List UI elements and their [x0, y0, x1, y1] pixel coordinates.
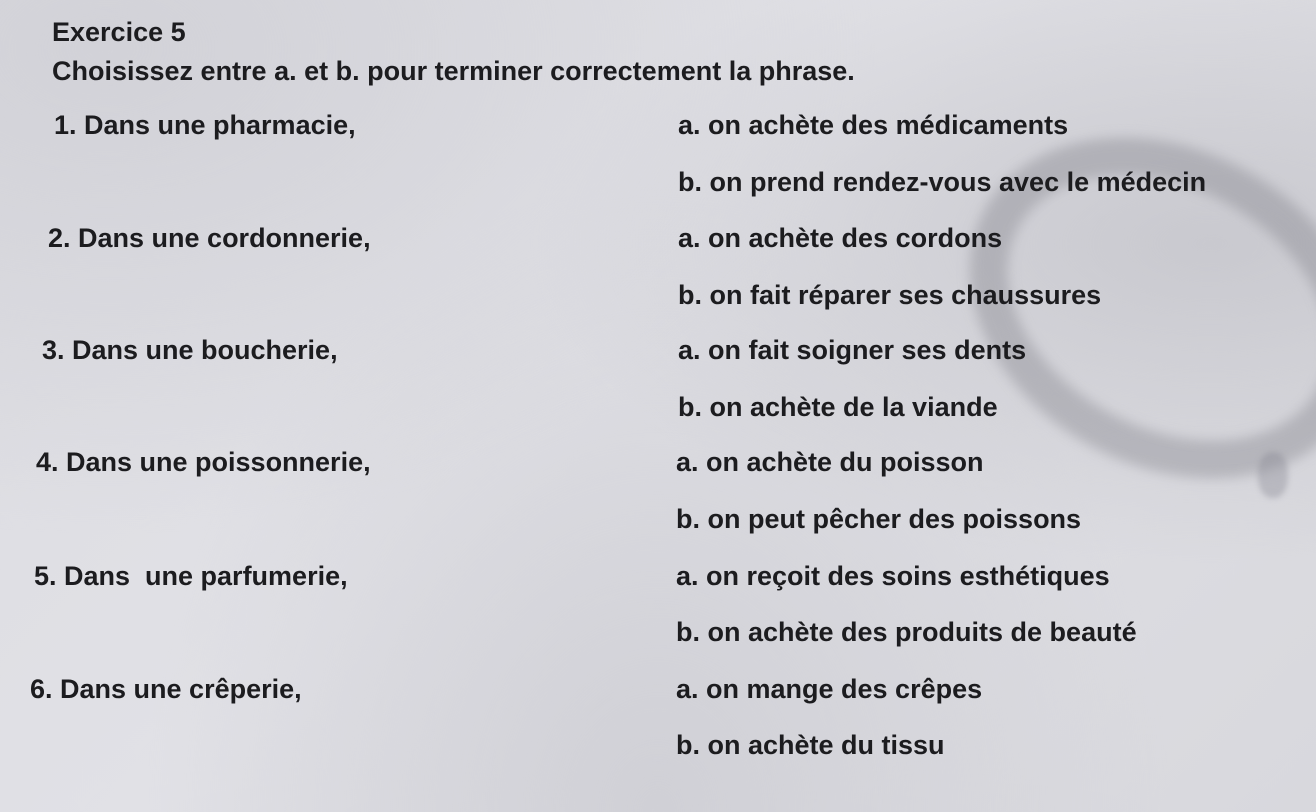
question-2-option-a: a. on achète des cordons — [678, 223, 1003, 253]
question-3-option-a: a. on fait soigner ses dents — [678, 335, 1027, 365]
question-6-stem: 6. Dans une crêperie, — [30, 674, 302, 704]
question-4-option-a: a. on achète du poisson — [676, 447, 984, 477]
question-6-option-b: b. on achète du tissu — [676, 730, 945, 760]
question-1-option-b: b. on prend rendez-vous avec le médecin — [678, 167, 1207, 197]
question-2-stem: 2. Dans une cordonnerie, — [48, 223, 371, 253]
show-through-blot — [1258, 452, 1288, 498]
question-5-option-a: a. on reçoit des soins esthétiques — [676, 561, 1110, 591]
question-6-option-a: a. on mange des crêpes — [676, 674, 983, 704]
question-3-stem: 3. Dans une boucherie, — [42, 335, 338, 365]
question-2-option-b: b. on fait réparer ses chaussures — [678, 280, 1102, 310]
question-1-option-a: a. on achète des médicaments — [678, 110, 1069, 140]
question-1-stem: 1. Dans une pharmacie, — [54, 110, 356, 140]
question-5-stem: 5. Dans une parfumerie, — [34, 561, 348, 591]
exercise-instruction: Choisissez entre a. et b. pour terminer correctement la phrase. — [52, 56, 855, 86]
question-3-option-b: b. on achète de la viande — [678, 392, 998, 422]
question-4-stem: 4. Dans une poissonnerie, — [36, 447, 371, 477]
question-5-option-b: b. on achète des produits de beauté — [676, 617, 1137, 647]
exercise-title: Exercice 5 — [52, 17, 186, 47]
question-4-option-b: b. on peut pêcher des poissons — [676, 504, 1082, 534]
